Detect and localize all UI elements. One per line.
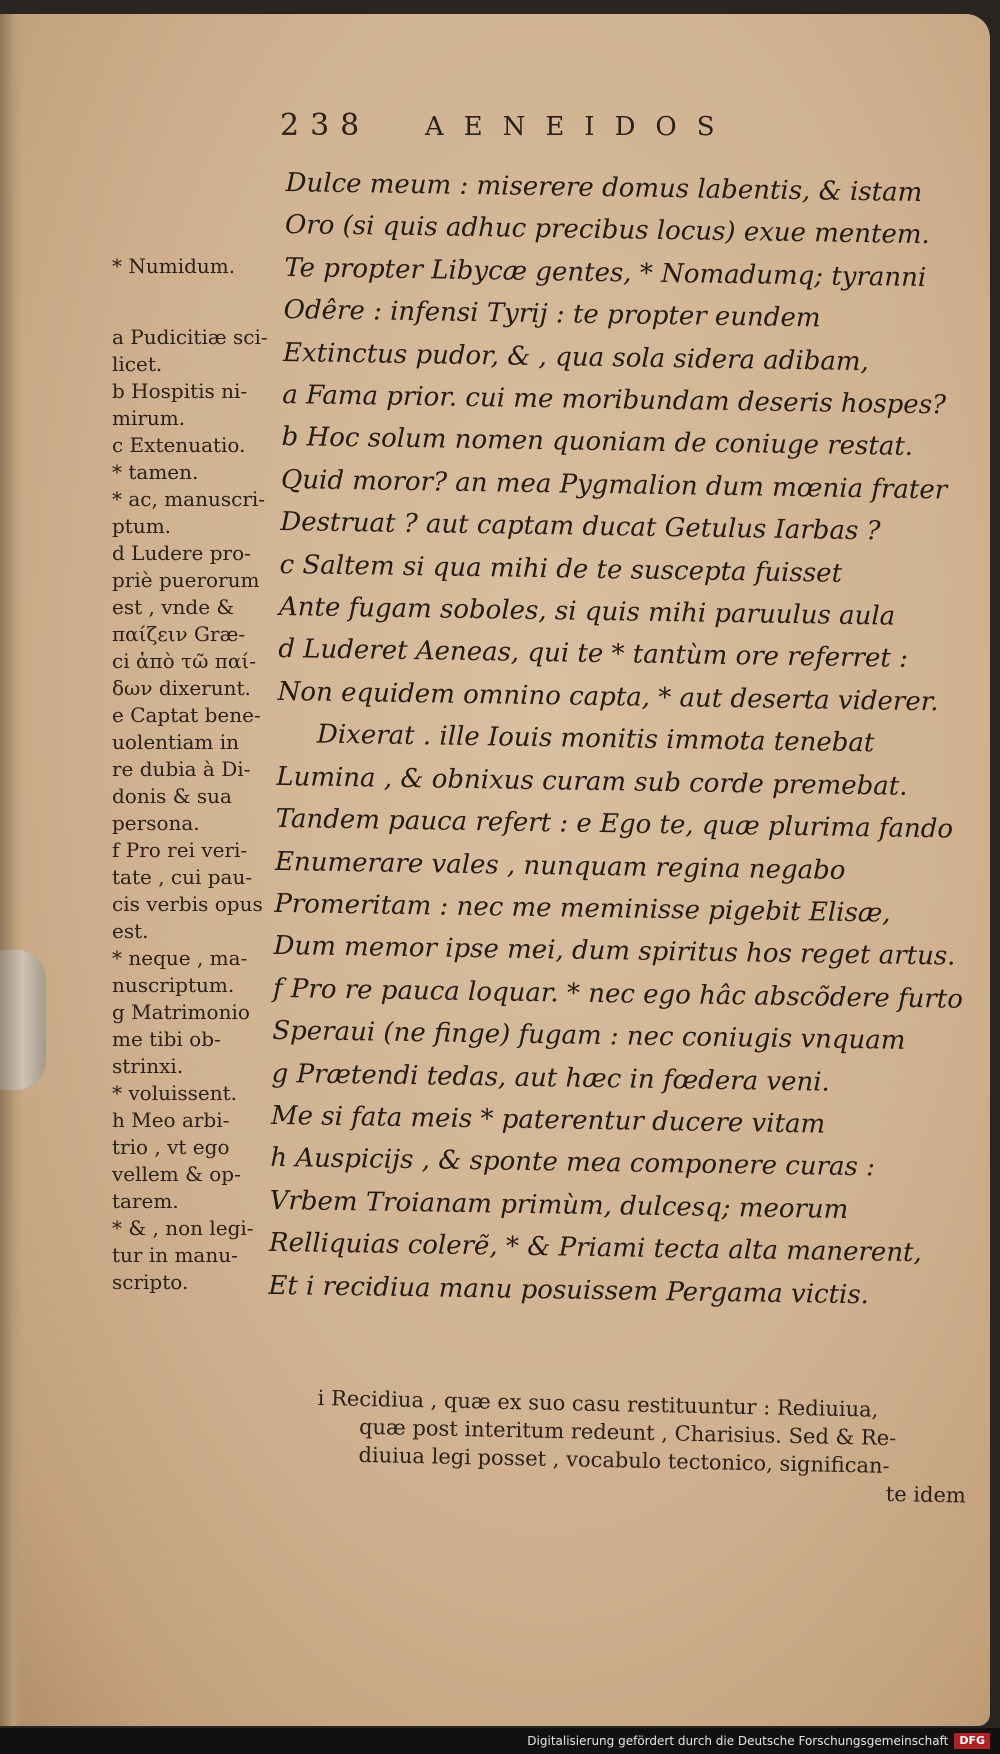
margin-note-line: a Pudicitiæ sci- xyxy=(112,325,268,349)
verse-line: Dixerat . ille Iouis monitis immota tenebat xyxy=(316,719,875,759)
margin-note-line: c Extenuatio. xyxy=(112,433,246,457)
margin-note-line: h Meo arbi- xyxy=(112,1108,230,1132)
margin-note-line: * Numidum. xyxy=(112,254,236,278)
margin-note-line: uolentiam in xyxy=(112,730,239,754)
margin-note-line: παίζειν Græ- xyxy=(112,622,246,646)
verse-line: Promeritam : nec me meminisse pigebit Elisæ, xyxy=(274,888,891,929)
margin-note-line: re dubia à Di- xyxy=(112,757,251,781)
margin-note-line: strinxi. xyxy=(112,1054,184,1078)
margin-note-line: d Ludere pro- xyxy=(112,541,251,565)
margin-note-line: tate , cui pau- xyxy=(112,865,253,889)
verse-line: g Prætendi tedas, aut hæc in fœdera veni. xyxy=(271,1058,831,1098)
margin-note-line: mirum. xyxy=(112,406,186,430)
verse-line: h Auspicijs , & sponte mea componere curas : xyxy=(270,1143,876,1183)
margin-note-line: * neque , ma- xyxy=(112,946,248,970)
margin-note-line: e Captat bene- xyxy=(112,703,261,727)
footnote-line: te idem xyxy=(885,1481,967,1508)
page-header xyxy=(280,108,735,143)
page-clip xyxy=(0,950,46,1090)
verse-line: Ante fugam soboles, si quis mihi paruulus aula xyxy=(278,592,896,632)
verse-line: Dum memor ipse mei, dum spiritus hos reget artus. xyxy=(273,931,956,972)
verse-line: Enumerare vales , nunquam regina negabo xyxy=(274,846,846,886)
page-number: 238 xyxy=(280,108,371,143)
running-title: AENEIDOS xyxy=(424,112,735,142)
verse-line: Dulce meum : miserere domus labentis, & istam xyxy=(285,167,923,208)
verse-line: d Luderet Aeneas, qui te * tantùm ore referret : xyxy=(278,634,909,675)
verse-line: Extinctus pudor, & , qua sola sidera adibam, xyxy=(282,337,870,377)
margin-note-line: * & , non legi- xyxy=(112,1216,254,1240)
verse-line: Te propter Libycæ gentes, * Nomadumq; tyranni xyxy=(284,252,927,293)
digitization-credit-bar xyxy=(0,1728,1000,1754)
margin-note-line: ci ἀπὸ τῶ παί- xyxy=(112,649,256,673)
footnote-line: quæ post interitum redeunt , Charisius. Sed & Re- xyxy=(358,1414,897,1451)
verse-line: Odêre : infensi Tyrij : te propter eundem xyxy=(283,295,821,334)
footnote xyxy=(316,1384,968,1510)
dfg-logo: DFG xyxy=(954,1733,990,1749)
verse-line: Me si fata meis * paterentur ducere vitam xyxy=(270,1100,826,1140)
page-binding-edge xyxy=(0,14,22,1726)
margin-note-line: * ac, manuscri- xyxy=(112,487,266,511)
margin-note-line: est , vnde & xyxy=(112,595,235,619)
margin-note-line: tur in manu- xyxy=(112,1243,238,1267)
verse-text xyxy=(268,162,976,1318)
margin-notes xyxy=(112,253,284,1296)
margin-note-line: est. xyxy=(112,919,149,943)
margin-note-line: * voluissent. xyxy=(112,1081,238,1105)
verse-line: a Fama prior. cui me moribundam deseris hospes? xyxy=(282,380,947,421)
margin-note-line: tarem. xyxy=(112,1189,179,1213)
margin-note-line: ptum. xyxy=(112,514,172,538)
verse-line: c Saltem si qua mihi de te suscepta fuisset xyxy=(279,549,843,589)
credit-text: Digitalisierung gefördert durch die Deutsche Forschungsgemeinschaft xyxy=(527,1734,949,1748)
margin-note-line: cis verbis opus xyxy=(112,892,263,916)
margin-note-line: licet. xyxy=(112,352,163,376)
margin-note-line: donis & sua xyxy=(112,784,232,808)
footnote-line: diuiua legi posset , vocabulo tectonico, significan- xyxy=(358,1442,890,1478)
margin-note-line: trio , vt ego xyxy=(112,1135,230,1159)
verse-line: Et i recidiua manu posuissem Pergama victis. xyxy=(268,1270,870,1310)
margin-note-gap xyxy=(112,280,284,324)
footnote-line: i Recidiua , quæ ex suo casu restituuntur : Rediuiua, xyxy=(317,1385,879,1422)
margin-note-line: vellem & op- xyxy=(112,1162,241,1186)
verse-line: Tandem pauca refert : e Ego te, quæ plurima fando xyxy=(275,804,954,845)
verse-line: Destruat ? aut captam ducat Getulus Iarbas ? xyxy=(280,507,881,547)
margin-note-line: persona. xyxy=(112,811,200,835)
verse-line: Lumina , & obnixus curam sub corde premebat. xyxy=(276,761,908,802)
verse-line: Oro (si quis adhuc precibus locus) exue mentem. xyxy=(284,210,931,251)
margin-note-line: δων dixerunt. xyxy=(112,676,251,700)
margin-note-line: g Matrimonio xyxy=(112,1000,250,1024)
verse-line: f Pro re pauca loquar. * nec ego hâc abscõdere furto xyxy=(272,973,964,1015)
verse-line: Relliquias colerẽ, * & Priami tecta alta manerent, xyxy=(268,1228,923,1269)
margin-note-line: * tamen. xyxy=(112,460,199,484)
margin-note-line: scripto. xyxy=(112,1270,189,1294)
verse-line: Speraui (ne finge) fugam : nec coniugis vnquam xyxy=(272,1016,906,1056)
verse-line: b Hoc solum nomen quoniam de coniuge restat. xyxy=(281,422,914,463)
verse-line: Vrbem Troianam primùm, dulcesq; meorum xyxy=(269,1185,849,1225)
verse-line: Non equidem omnino capta, * aut deserta viderer. xyxy=(277,676,939,718)
margin-note-line: f Pro rei veri- xyxy=(112,838,248,862)
margin-note-line: me tibi ob- xyxy=(112,1027,221,1051)
verse-line: Quid moror? an mea Pygmalion dum mœnia frater xyxy=(280,464,948,506)
margin-note-line: nuscriptum. xyxy=(112,973,235,997)
margin-note-line: b Hospitis ni- xyxy=(112,379,248,403)
margin-note-line: priè puerorum xyxy=(112,568,260,592)
